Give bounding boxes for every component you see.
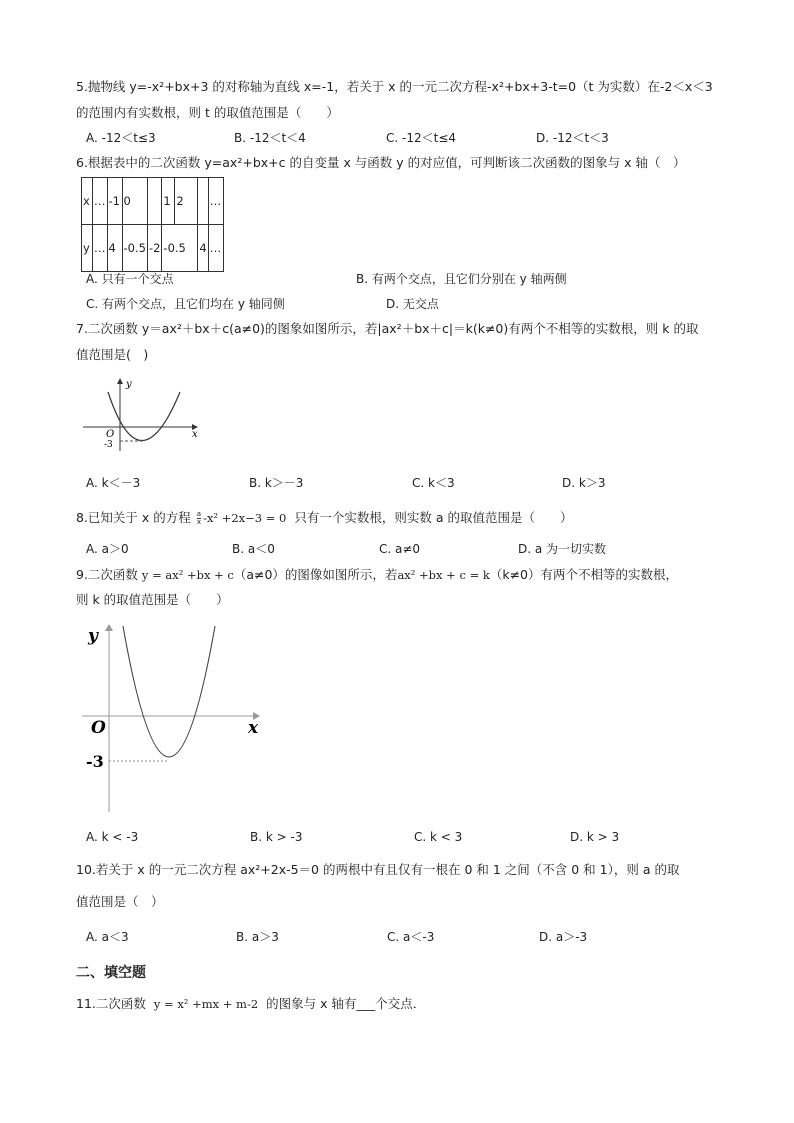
q7-line2: 值范围是( ) <box>76 347 149 362</box>
q11-prefix: 11.二次函数 <box>76 996 146 1011</box>
table-cell: … <box>93 178 108 225</box>
q11-equation: y = x² +mx + m-2 <box>153 997 259 1011</box>
table-cell: 4 <box>198 225 208 272</box>
q9-parabola-graph <box>78 620 278 820</box>
q9-x-label: x <box>248 718 259 738</box>
section-title: 二、填空题 <box>76 965 146 981</box>
q9-option-c: C. k < 3 <box>414 830 463 844</box>
q8-fraction <box>197 511 201 526</box>
table-cell: 0 <box>122 178 147 225</box>
q9-min-label: -3 <box>86 752 104 771</box>
q5-option-d: D. -12＜t＜3 <box>536 131 609 145</box>
q7-option-c: C. k＜3 <box>412 476 455 490</box>
q8-fraction-numerator: a <box>196 510 202 518</box>
table-cell: … <box>208 225 223 272</box>
q9-equation-1: y = ax² +bx + c <box>141 568 234 582</box>
q5-option-c: C. -12＜t≤4 <box>386 131 457 145</box>
q6-stem: 6.根据表中的二次函数 y=ax²+bx+c 的自变量 x 与函数 y 的对应值，可判断该二次函数的图象与 x 轴（ ） <box>76 155 686 170</box>
table-cell <box>147 178 161 225</box>
q7-option-a: A. k＜－3 <box>86 476 141 490</box>
table-row <box>82 178 224 225</box>
q7-option-b: B. k＞－3 <box>249 476 304 490</box>
table-cell: … <box>208 178 223 225</box>
q9-option-d: D. k > 3 <box>570 830 620 844</box>
q6-option-a: A. 只有一个交点 <box>86 272 174 286</box>
table-cell: 1 <box>162 178 175 225</box>
q8-stem <box>76 511 572 526</box>
q5-option-a: A. -12＜t≤3 <box>86 131 156 145</box>
q9-text-c: （k≠0）有两个不相等的实数根， <box>489 567 679 582</box>
q9-y-label: y <box>88 626 98 646</box>
q9-text-b: （a≠0）的图像如图所示，若 <box>233 567 398 582</box>
q5-line2: 的范围内有实数根，则 t 的取值范围是（ ） <box>76 105 339 120</box>
table-cell: -2 <box>147 225 161 272</box>
q8-suffix: 只有一个实数根，则实数 a 的取值范围是（ ） <box>294 510 573 525</box>
q8-option-c: C. a≠0 <box>379 542 421 556</box>
q10-option-d: D. a＞-3 <box>539 930 588 944</box>
q10-option-b: B. a＞3 <box>236 930 279 944</box>
q7-min-label: -3 <box>104 440 113 450</box>
q6-value-table <box>81 177 224 272</box>
q8-option-a: A. a＞0 <box>86 542 129 556</box>
q10-option-a: A. a＜3 <box>86 930 129 944</box>
table-cell: -0.5 <box>162 225 198 272</box>
q8-option-b: B. a＜0 <box>232 542 275 556</box>
q10-line1: 10.若关于 x 的一元二次方程 ax²+2x-5＝0 的两根中有且仅有一根在 0 和 1 之间（不含 0 和 1），则 a 的取 <box>76 862 680 877</box>
table-cell: 4 <box>107 225 122 272</box>
q10-option-c: C. a＜-3 <box>387 930 435 944</box>
q8-prefix: 8.已知关于 x 的方程 <box>76 510 191 525</box>
table-cell: y <box>82 225 93 272</box>
table-cell: -1 <box>107 178 122 225</box>
q8-fraction-denominator: x <box>196 518 201 526</box>
q11-suffix: 的图象与 x 轴有___个交点． <box>266 996 426 1011</box>
q9-line2: 则 k 的取值范围是（ ） <box>76 592 229 607</box>
table-cell: x <box>82 178 93 225</box>
q7-origin-label: O <box>106 429 115 440</box>
q7-y-label: y <box>126 379 132 390</box>
q9-line1 <box>76 569 678 582</box>
q6-option-c: C. 有两个交点，且它们均在 y 轴同侧 <box>86 297 285 311</box>
q8-option-d: D. a 为一切实数 <box>518 542 607 556</box>
table-row <box>82 225 224 272</box>
q9-equation-2: ax² +bx + c = k <box>397 568 490 582</box>
q5-option-b: B. -12＜t＜4 <box>234 131 306 145</box>
q7-line1: 7.二次函数 y＝ax²＋bx＋c(a≠0)的图象如图所示，若|ax²＋bx＋c|＝k(k≠0)有两个不相等的实数根，则 k 的取 <box>76 321 699 336</box>
table-cell: … <box>93 225 108 272</box>
q7-parabola-graph <box>80 374 210 454</box>
q7-x-label: x <box>192 429 198 440</box>
q10-line2: 值范围是（ ） <box>76 894 164 909</box>
q6-option-b: B. 有两个交点，且它们分别在 y 轴两侧 <box>356 272 567 286</box>
q9-option-a: A. k < -3 <box>86 830 139 844</box>
q9-origin-label: O <box>91 718 106 738</box>
q9-text-a: 9.二次函数 <box>76 567 138 582</box>
q7-option-d: D. k＞3 <box>562 476 606 490</box>
table-cell: 2 <box>175 178 198 225</box>
q5-line1: 5.抛物线 y=-x²+bx+3 的对称轴为直线 x=-1，若关于 x 的一元二次方程-x²+bx+3-t=0（t 为实数）在-2＜x＜3 <box>76 79 713 94</box>
q11-line <box>76 998 425 1011</box>
q9-option-b: B. k > -3 <box>250 830 303 844</box>
q6-option-d: D. 无交点 <box>386 297 439 311</box>
table-cell <box>198 178 208 225</box>
q8-equation: -x² +2x−3 = 0 <box>203 511 287 525</box>
table-cell: -0.5 <box>122 225 147 272</box>
